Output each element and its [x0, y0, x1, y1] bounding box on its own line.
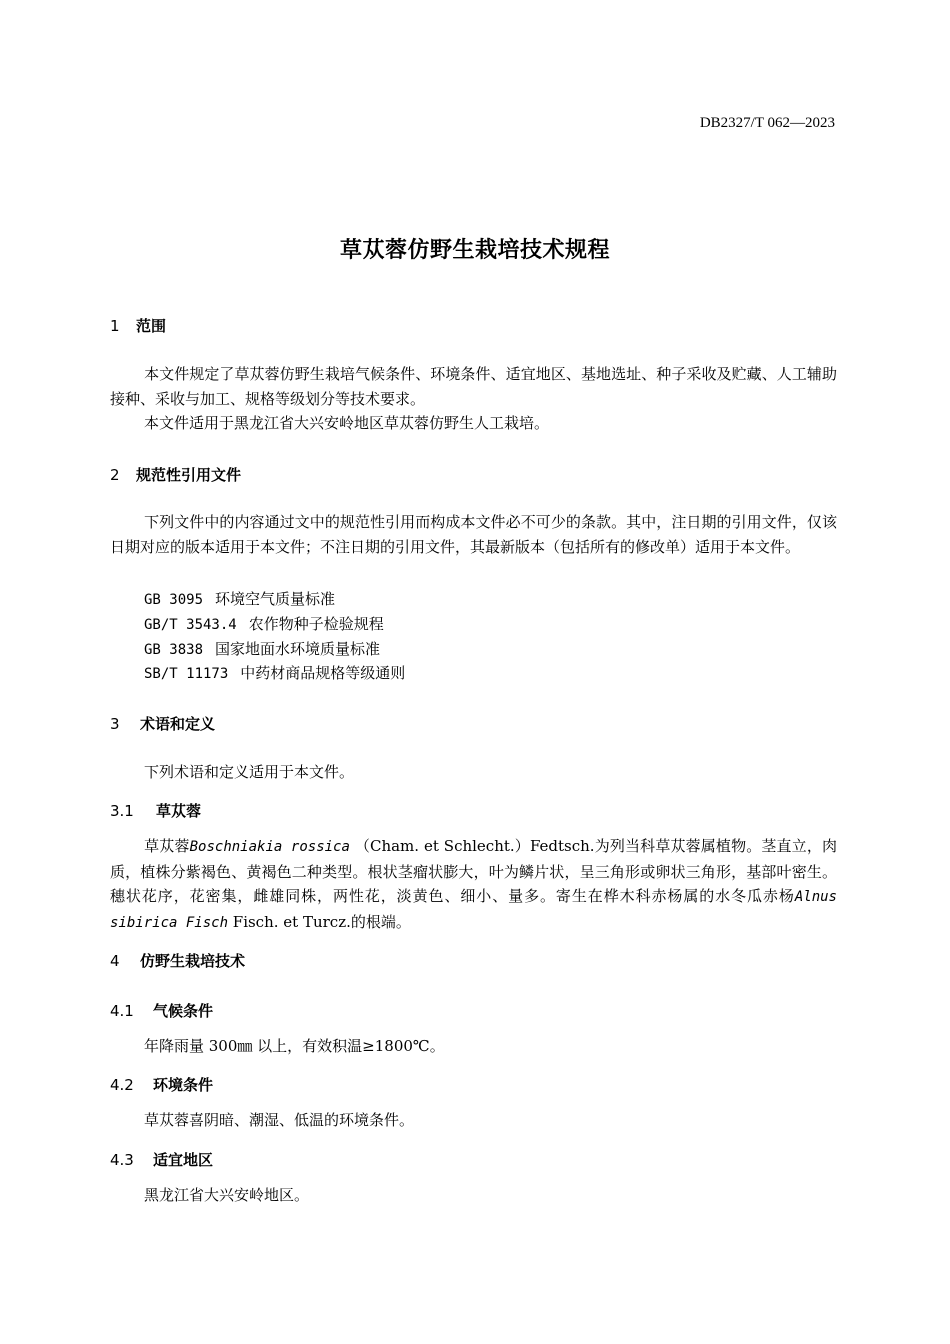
paragraph: [110, 1034, 837, 1059]
paragraph: [110, 1108, 837, 1133]
subsection-number: 4.1: [110, 1002, 134, 1020]
reference-code: SB/T 11173: [144, 666, 229, 682]
subsection-title: 气候条件: [153, 1002, 214, 1020]
subsection-number: 4.2: [110, 1076, 134, 1094]
section-3-heading: [110, 713, 215, 734]
subsection-title: 适宜地区: [153, 1151, 214, 1169]
subsection-title: 草苁蓉: [156, 802, 202, 820]
section-4-heading: [110, 950, 245, 971]
reference-item: [144, 613, 384, 634]
subsection-4-1-heading: [110, 1000, 213, 1021]
section-number: 4: [110, 952, 120, 970]
reference-code: GB 3838: [144, 642, 204, 658]
reference-code: GB/T 3543.4: [144, 617, 237, 633]
standard-code: DB2327/T 062—2023: [699, 115, 835, 131]
paragraph: [110, 362, 837, 411]
reference-item: [144, 588, 335, 609]
paragraph-text: 黑龙江省大兴安岭地区。: [144, 1186, 310, 1204]
reference-title: 环境空气质量标准: [215, 590, 336, 608]
paragraph: [110, 760, 837, 785]
paragraph: [110, 510, 837, 559]
subsection-title: 环境条件: [153, 1076, 214, 1094]
reference-title: 中药材商品规格等级通则: [240, 664, 406, 682]
subsection-4-2-heading: [110, 1074, 213, 1095]
subsection-number: 4.3: [110, 1151, 134, 1169]
paragraph-text: 年降雨量 300㎜ 以上，有效积温≥1800℃。: [144, 1037, 445, 1055]
section-2-heading: [110, 464, 241, 485]
section-title: 规范性引用文件: [136, 466, 242, 484]
section-1-heading: [110, 315, 166, 336]
subsection-4-3-heading: [110, 1149, 213, 1170]
reference-item: [144, 638, 380, 659]
paragraph-text: 下列术语和定义适用于本文件。: [144, 763, 355, 781]
term-text: 草苁蓉: [144, 837, 190, 855]
section-title: 术语和定义: [140, 715, 216, 733]
section-title: 范围: [136, 317, 167, 335]
reference-code: GB 3095: [144, 592, 204, 608]
subsection-number: 3.1: [110, 802, 134, 820]
latin-name: Boschniakia rossica: [189, 839, 350, 855]
section-number: 3: [110, 715, 120, 733]
definition-paragraph: [110, 834, 837, 935]
paragraph-text: 下列文件中的内容通过文中的规范性引用而构成本文件必不可少的条款。其中，注日期的引用文件，仅该日期对应的版本适用于本文件；不注日期的引用文件，其最新版本（包括所有的修改单）适用于本文件。: [110, 513, 837, 556]
reference-title: 农作物种子检验规程: [248, 615, 384, 633]
latin-name: Alnus sibirica Fisch: [110, 889, 837, 931]
paragraph-text: 本文件规定了草苁蓉仿野生栽培气候条件、环境条件、适宜地区、基地选址、种子采收及贮藏、人工辅助接种、采收与加工、规格等级划分等技术要求。: [110, 365, 837, 408]
document-title: 草苁蓉仿野生栽培技术规程: [339, 238, 610, 263]
section-number: 2: [110, 466, 120, 484]
definition-text: Fisch. et Turcz.的根端。: [228, 912, 411, 931]
paragraph-text: 本文件适用于黑龙江省大兴安岭地区草苁蓉仿野生人工栽培。: [144, 414, 550, 432]
reference-title: 国家地面水环境质量标准: [215, 640, 381, 658]
reference-item: [144, 662, 405, 683]
section-title: 仿野生栽培技术: [140, 952, 246, 970]
definition-text: （Cham. et Schlecht.）Fedtsch.为列当科草苁蓉属植物。茎直立，肉质，植株分紫褐色、黄褐色二种类型。根状茎瘤状膨大，叶为鳞片状，呈三角形或卵状三角形，基部叶密生。穗状花序，花密集，雌雄同株，两性花，淡黄色、细小、量多。寄生在桦木科赤杨属的水冬瓜赤杨: [110, 837, 837, 905]
paragraph: [110, 1183, 837, 1208]
subsection-3-1-heading: [110, 800, 201, 821]
section-number: 1: [110, 317, 120, 335]
paragraph-text: 草苁蓉喜阴暗、潮湿、低温的环境条件。: [144, 1111, 415, 1129]
paragraph: [110, 411, 837, 436]
